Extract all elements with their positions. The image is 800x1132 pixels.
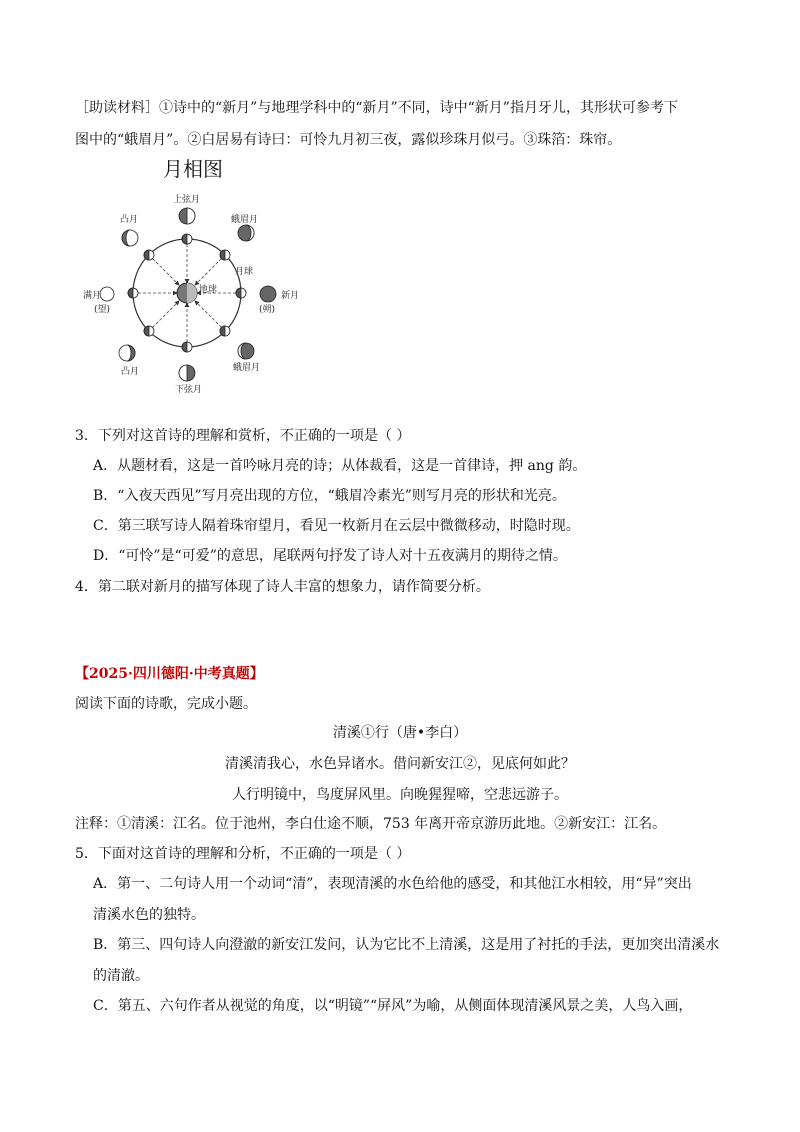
waxing-gibbous-moon-icon <box>122 230 138 246</box>
q3-option-c: C．第三联写诗人隔着珠帘望月，看见一枚新月在云层中微微移动，时隐时现。 <box>93 518 580 534</box>
label-new-moon: 新月 <box>281 291 300 301</box>
q5-option-b-line1: B．第三、四句诗人向澄澈的新安江发问，认为它比不上清溪，这是用了衬托的手法，更加突出清溪水 <box>93 937 720 953</box>
label-earth: 地球 <box>199 285 218 295</box>
moon-phase-diagram <box>83 160 335 410</box>
q5-option-b-line2: 的清澈。 <box>93 968 149 984</box>
poem-title: 清溪①行（唐•李白） <box>332 725 468 741</box>
label-last-quarter: 下弦月 <box>175 385 203 395</box>
section-source-tag: 【2025·四川德阳·中考真题】 <box>75 666 264 682</box>
q3-option-b: B．“入夜天西见”写月亮出现的方位，“蛾眉冷素光”则写月亮的形状和光亮。 <box>93 488 566 504</box>
q5-stem: 5．下面对这首诗的理解和分析，不正确的一项是（ ） <box>75 846 411 862</box>
poem-note: 注释：①清溪：江名。位于池州，李白仕途不顺，753 年离开帝京游历此地。②新安江：江名。 <box>75 816 667 832</box>
q4-stem: 4．第二联对新月的描写体现了诗人丰富的想象力，请作简要分析。 <box>75 579 490 595</box>
poem-line-2: 人行明镜中，鸟度屏风里。向晚猩猩啼，空悲远游子。 <box>232 787 568 803</box>
poem-line-1: 清溪清我心，水色异诸水。借问新安江②，见底何如此？ <box>225 756 575 772</box>
q5-option-a-line2: 清溪水色的独特。 <box>93 907 205 923</box>
waning-crescent-moon-icon <box>238 343 254 359</box>
label-moon: 月球 <box>235 267 254 277</box>
section-instruction: 阅读下面的诗歌，完成小题。 <box>75 696 257 712</box>
label-waning-gibbous: 凸月 <box>121 367 140 377</box>
new-moon-icon <box>260 286 276 302</box>
q3-option-d: D．“可怜”是“可爱”的意思，尾联两句抒发了诗人对十五夜满月的期待之情。 <box>93 548 567 564</box>
q3-option-a: A．从题材看，这是一首吟咏月亮的诗；从体裁看，这是一首律诗，押 ang 韵。 <box>93 458 587 474</box>
q5-option-a-line1: A．第一、二句诗人用一个动词“清”，表现清溪的水色给他的感受，和其他江水相较，用“异”突出 <box>93 876 692 892</box>
intro-line-2: 图中的“蛾眉月”。②白居易有诗曰：可怜九月初三夜，露似珍珠月似弓。③珠箔：珠帘。 <box>75 132 622 148</box>
waning-gibbous-moon-icon <box>119 345 135 361</box>
label-waning-crescent: 蛾眉月 <box>233 363 261 373</box>
intro-line-1: ［助读材料］①诗中的“新月”与地理学科中的“新月”不同，诗中“新月”指月牙儿，其形状可参考下 <box>75 100 678 116</box>
label-waxing-crescent: 蛾眉月 <box>231 215 259 225</box>
q5-option-c-line1: C．第五、六句作者从视觉的角度，以“明镜”“屏风”为喻，从侧面体现清溪风景之美，人鸟入画， <box>93 998 693 1014</box>
last-quarter-moon-icon <box>179 365 195 381</box>
label-full-moon-sub: (望) <box>94 305 111 315</box>
first-quarter-moon-icon <box>179 208 195 224</box>
full-moon-icon <box>100 287 114 301</box>
waxing-crescent-moon-icon <box>238 225 254 241</box>
figure-title: 月相图 <box>163 157 223 181</box>
label-new-moon-sub: (朔) <box>259 305 276 315</box>
label-waxing-gibbous: 凸月 <box>120 215 139 225</box>
label-full-moon: 满月 <box>83 291 102 301</box>
earth-icon <box>177 283 197 303</box>
q3-stem: 3．下列对这首诗的理解和赏析，不正确的一项是（ ） <box>75 428 411 444</box>
label-first-quarter: 上弦月 <box>173 195 201 205</box>
